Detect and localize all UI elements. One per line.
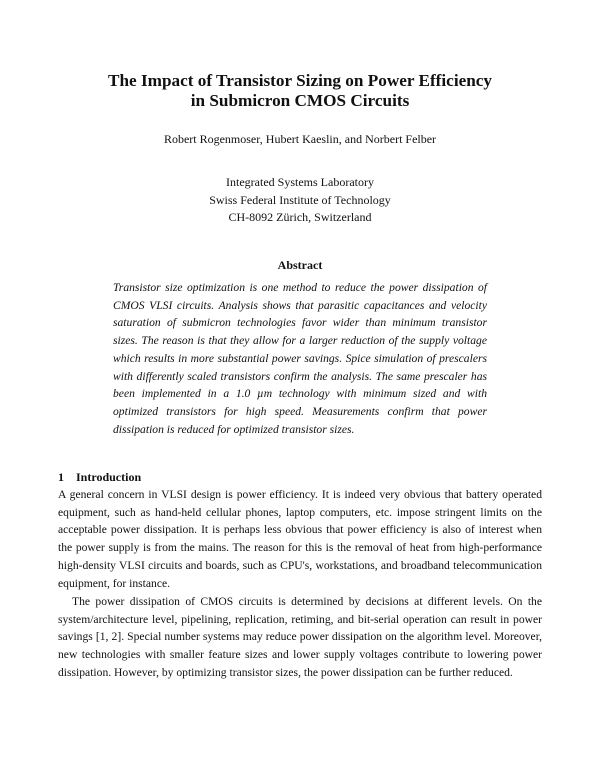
affiliation-line-1: Integrated Systems Laboratory <box>226 175 374 189</box>
intro-paragraph-2: The power dissipation of CMOS circuits is determined by decisions at different levels. On the system/architecture level, pipelining, replication, retiming, and bit-serial operation can result in power savings [1, 2]. Special number systems may reduce power dissipation on the algorithm level. Moreover, new technologies with smaller feature sizes and lower supply voltages contribute to lowering power dissipation. However, by optimizing transistor sizes, the power dissipation can be further reduced. <box>58 595 542 679</box>
title-line-2: in Submicron CMOS Circuits <box>190 91 410 110</box>
affiliation-line-2: Swiss Federal Institute of Technology <box>209 192 391 207</box>
abstract-text: Transistor size optimization is one method to reduce the power dissipation of CMOS VLSI circuits. Analysis shows that parasitic capacitances and velocity saturation of submicron technologies favor wider than minimum transistor sizes. The reason is that they allow for a larger reduction of the supply voltage which results in more substantial power savings. Spice simulation of prescalers with differently scaled transistors confirm the analysis. The same prescaler has been implemented in a 1.0 µm technology with minimum sized and with optimized transistors for high speed. Measurements confirm that power dissipation is reduced for optimized transistor sizes. <box>113 281 487 436</box>
section-number: 1 <box>58 470 64 484</box>
affiliation-line-3: CH-8092 Zürich, Switzerland <box>228 210 372 224</box>
section-title: Introduction <box>76 470 142 484</box>
affiliation <box>0 174 600 227</box>
title-line-1: The Impact of Transistor Sizing on Power Efficiency <box>108 71 492 90</box>
intro-paragraph-1: A general concern in VLSI design is power efficiency. It is indeed very obvious that battery operated equipment, such as hand-held cellular phones, laptop computers, etc. impose stringent limits on the acceptable power dissipation. It is perhaps less obvious that power efficiency is also of interest when the power supply is from the mains. The reason for this is the removal of heat from high-performance high-density VLSI circuits and boards, such as CPU's, workstations, and broadband telecommunication equipment, for instance. <box>58 488 542 590</box>
paper-title <box>0 71 600 111</box>
author-list: Robert Rogenmoser, Hubert Kaeslin, and Norbert Felber <box>163 132 437 146</box>
section-heading-introduction <box>58 469 141 485</box>
abstract-heading: Abstract <box>277 258 323 272</box>
